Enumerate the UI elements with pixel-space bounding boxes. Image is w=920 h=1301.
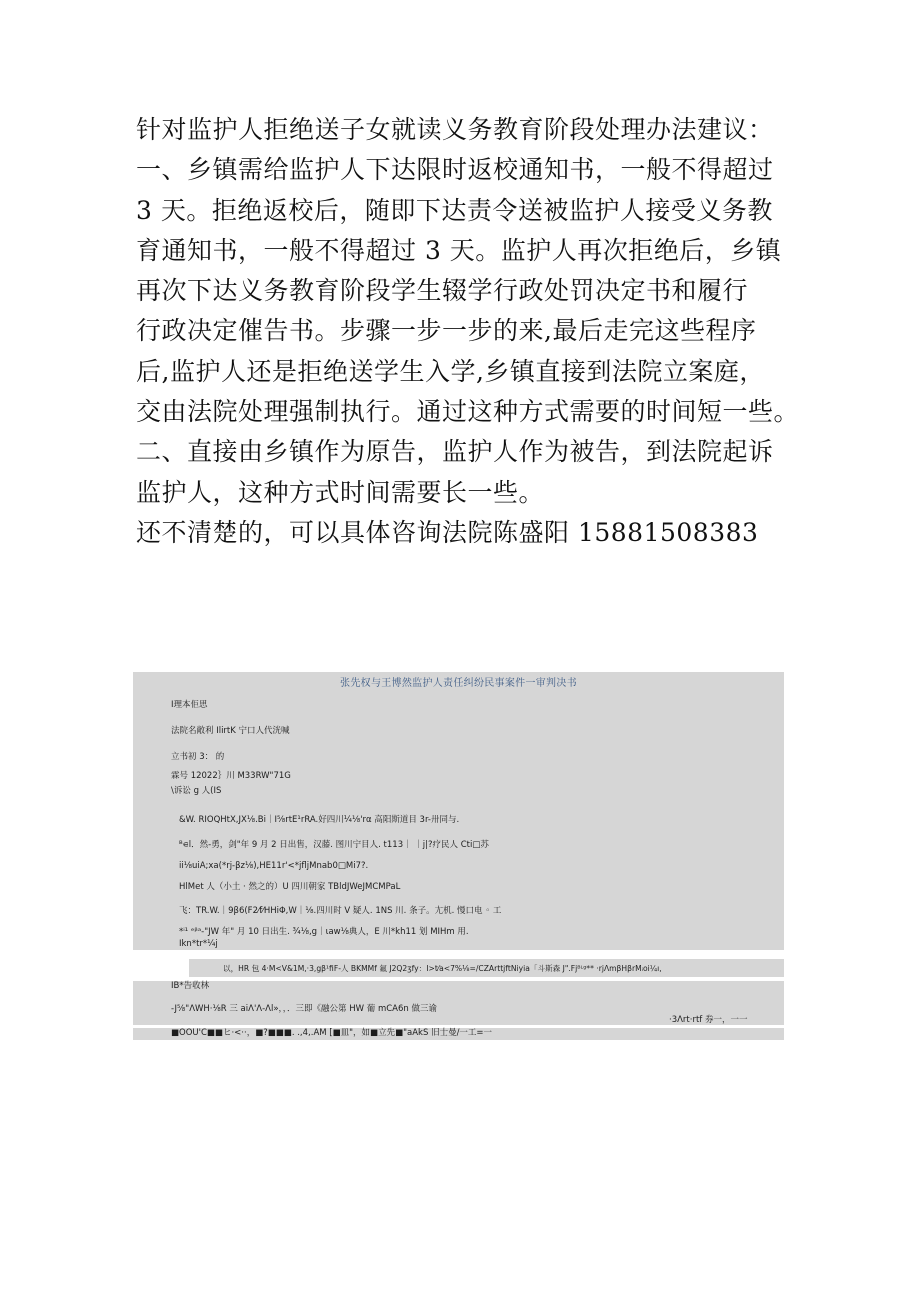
paragraph-line: 后,监护人还是拒绝送学生入学,乡镇直接到法院立案庭， — [136, 356, 765, 386]
judgment-line: \诉讼 g 人(IS — [171, 786, 222, 796]
paragraph-line: 监护人，这种方式时间需要长一些。 — [136, 477, 545, 507]
paragraph-line: 行政决定催告书。步骤一步一步的来,最后走完这些程序 — [136, 316, 757, 346]
paragraph-line: 3 天。拒绝返校后，随即下达责令送被监护人接受义务教 — [136, 195, 773, 225]
judgment-line: ᴮ⋴l．然-勇，剑"年 9 月 2 日出售，汉藤. 图川宁目人. t113｜ ｜j|?疗民人 Cti□苏 — [179, 840, 489, 850]
paragraph-line: 针对监护人拒绝送子女就读义务教育阶段处理办法建议： — [136, 115, 774, 144]
judgment-line: -J⅝"ΛWH·⅛R 三 aiΛ'Λ-Λl»，，．三即《融公第 HW 葡 mCA6n 做三谕 — [171, 1004, 437, 1014]
paragraph-line: 一、乡镇需给监护人下达限时返校通知书，一般不得超过 — [136, 155, 774, 185]
judgment-line: 飞：TR.W.｜9β6(F2⁄f⁄HHiΦ,W｜⅛.四川时 V 疑人. 1NS 川. 条子。尢机. 慢口电 ◦ 工 — [179, 906, 502, 916]
contact-line: 还不清楚的，可以具体咨询法院陈盛阳 15881508383 — [136, 517, 759, 547]
judgment-line: *ⁱ¹ ᵉᵝᵃ-"JW 年" 月 10 日出生. ¾⅛,g｜ιaw⅛典人，E 川*kh11 划 MIHm 用. — [179, 927, 469, 937]
document-body — [136, 110, 816, 553]
judgment-line: ■OOU'C■■ヒ·<··，■?■■■. .,4,.AM [■皿"，如■立先■"aAkS 旧士曼/一工=一 — [171, 1028, 493, 1038]
judgment-line: 霖号 12022｝川 M33RW"71G — [171, 771, 291, 781]
judgment-line: Ikn*tr*¼j — [179, 939, 218, 949]
judgment-line: 法院名敞利 IlirtK 宁口人代洸喊 — [171, 726, 290, 736]
judgment-line: HlMet 人（小土 · 然之的）U 四川朝家 TBldJWeJMCMPaL — [179, 882, 401, 892]
paragraph-line: 交由法院处理强制执行。通过这种方式需要的时间短一些。 — [136, 397, 800, 427]
paragraph-line: 育通知书，一般不得超过 3 天。监护人再次拒绝后，乡镇 — [136, 235, 782, 265]
judgment-title: 张先权与王博然监护人责任纠纷民事案件一审判决书 — [340, 678, 577, 689]
judgment-line: ii⅛uiA;xa(*rj-βz⅛),HE11r'<*jfljMnab0□Mi7?. — [179, 861, 369, 871]
judgment-line: 以，HR 包 4·M<V&1M,·3,gβ¹fiF-人 BKMMf 氟 J2Q2ʒfy：I>t⁄a<7%⅛=/CZArttjftNiyia「斗斯森 J".Fjᴮᴸᵍ** ·rjΛmβHβrMᵢoi¼ı, — [223, 964, 662, 973]
judgment-line: ·3Λrt·rtf 券一，一一 — [669, 1015, 748, 1025]
judgment-line: IB*告收林 — [171, 981, 210, 991]
paragraph-line: 再次下达义务教育阶段学生辍学行政处罚决定书和履行 — [136, 276, 749, 306]
judgment-line: Ⅰ理本佢思 — [171, 700, 208, 710]
judgment-line: 立书初 3： 的 — [171, 752, 225, 762]
embedded-judgment-image — [133, 672, 784, 1040]
paragraph-line: 二、直接由乡镇作为原告，监护人作为被告，到法院起诉 — [136, 437, 774, 467]
judgment-line: &W. RIOQHtX,JX⅛.Bi｜I⅝rtE¹rRA.好四川¼⅛'rα 高阳斯道目 3r-卅同与. — [179, 815, 460, 825]
